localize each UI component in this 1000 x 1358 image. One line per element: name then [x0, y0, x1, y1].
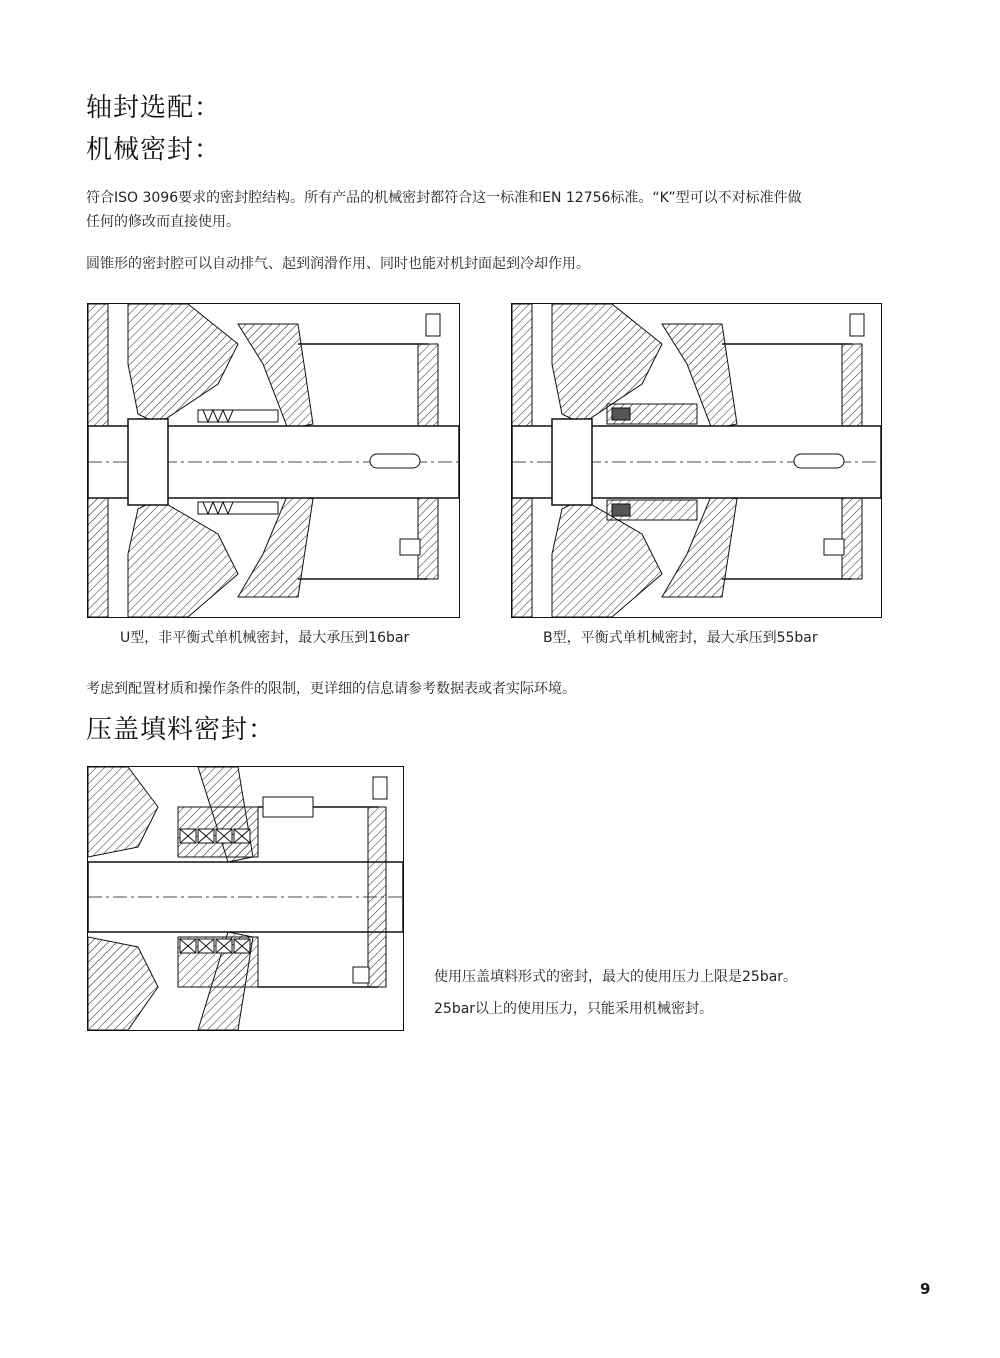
- figure-b-type-seal: [511, 303, 882, 618]
- heading-shaft-seal: 轴封选配：: [86, 93, 222, 123]
- intro-line-1: 符合ISO 3096要求的密封腔结构。所有产品的机械密封都符合这一标准和EN 12756标准。“K”型可以不对标准件做: [86, 190, 802, 206]
- figure-packing-seal: [87, 766, 404, 1031]
- heading-packing-seal: 压盖填料密封：: [86, 715, 276, 745]
- caption-u-type: U型，非平衡式单机械密封，最大承压到16bar: [120, 630, 410, 646]
- packing-line-1: 使用压盖填料形式的密封，最大的使用压力上限是25bar。: [434, 969, 798, 985]
- packing-description: [434, 965, 954, 1021]
- u-type-seal-drawing: [88, 304, 459, 617]
- packing-seal-drawing: [88, 767, 403, 1030]
- caption-b-type: B型，平衡式单机械密封，最大承压到55bar: [543, 630, 818, 646]
- b-type-seal-drawing: [512, 304, 881, 617]
- intro-paragraph: [86, 186, 946, 234]
- figure-u-type-seal: [87, 303, 460, 618]
- cone-chamber-paragraph: 圆锥形的密封腔可以自动排气、起到润滑作用、同时也能对机封面起到冷却作用。: [86, 256, 590, 272]
- intro-line-2: 任何的修改而直接使用。: [86, 214, 240, 230]
- page-number: 9: [920, 1280, 931, 1298]
- material-limits-paragraph: 考虑到配置材质和操作条件的限制，更详细的信息请参考数据表或者实际环境。: [86, 681, 576, 697]
- packing-line-2: 25bar以上的使用压力，只能采用机械密封。: [434, 1001, 714, 1017]
- heading-mechanical-seal: 机械密封：: [86, 135, 222, 165]
